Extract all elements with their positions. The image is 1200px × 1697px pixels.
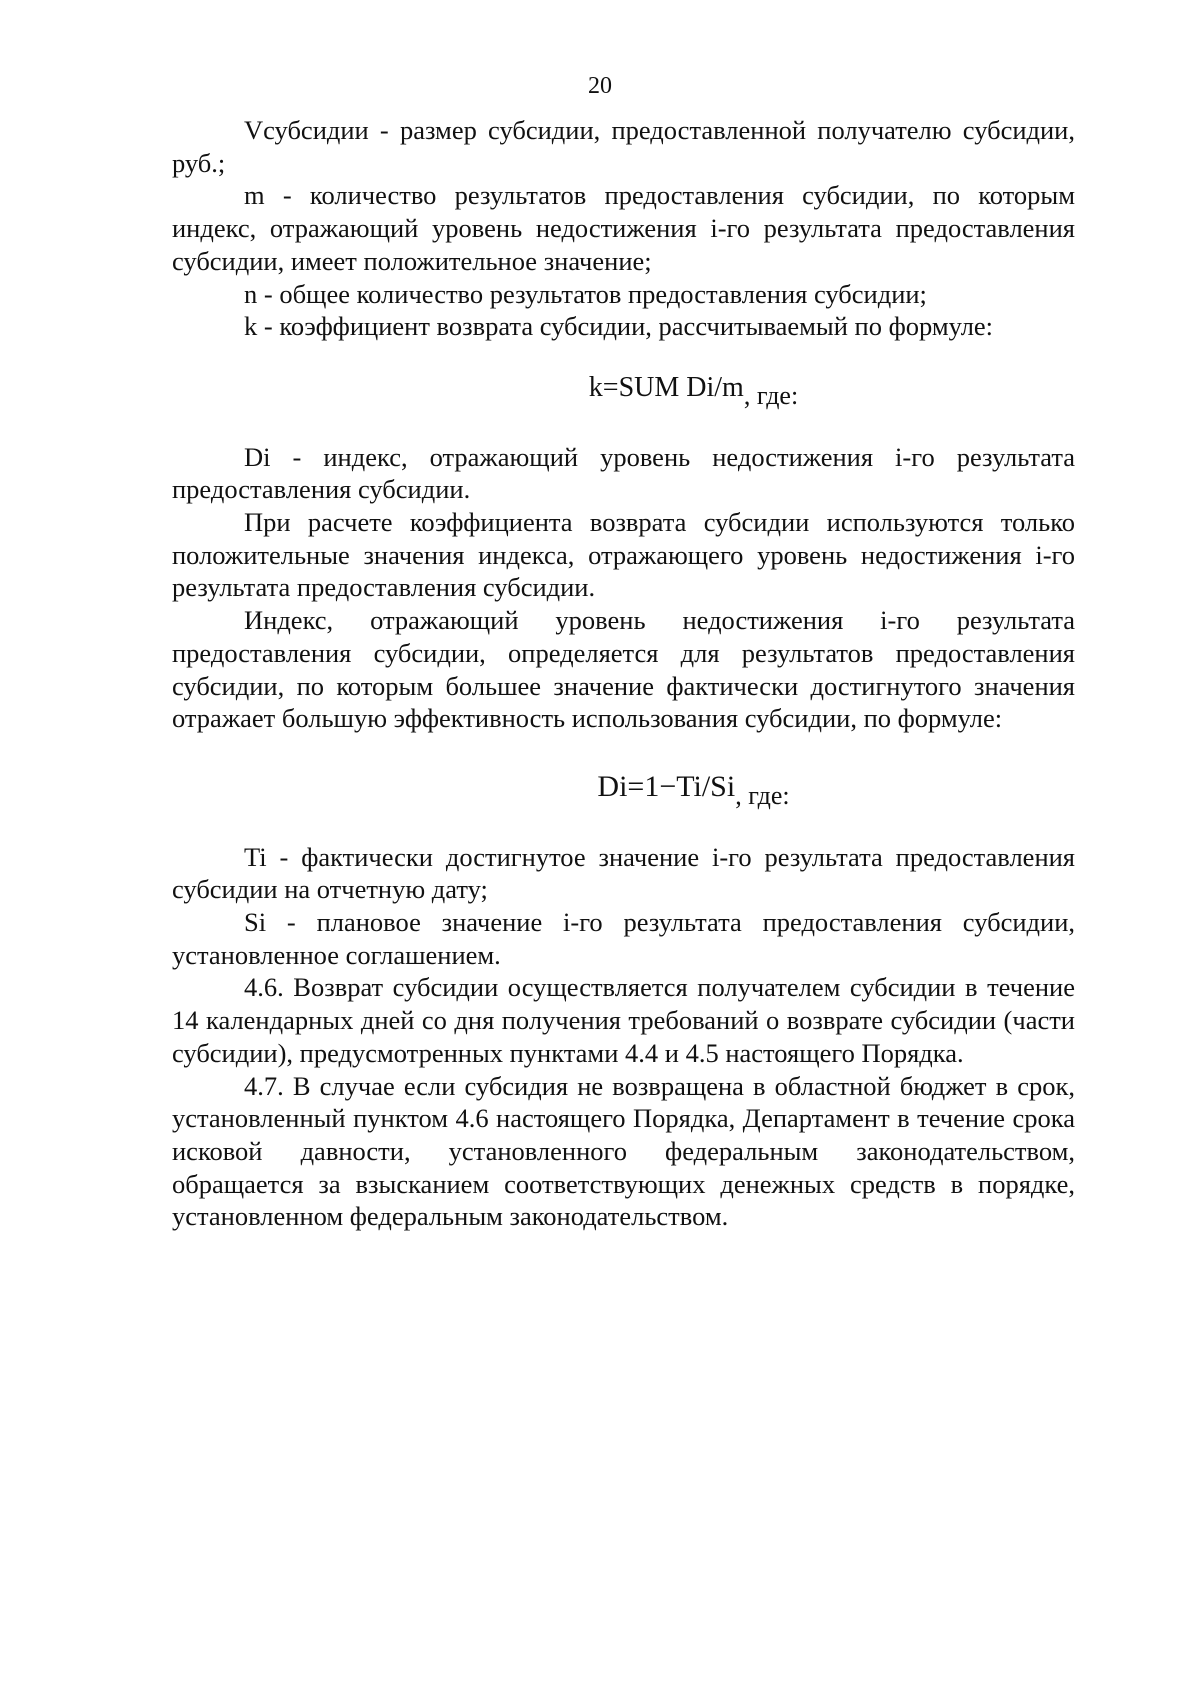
page-number: 20 — [588, 73, 612, 99]
formula-di — [172, 769, 1075, 810]
definition-m: m - количество результатов предоставления субсидии, по которым индекс, отражающий уровень недостижения i-го результата предоставления субсидии, имеет положительное значение; — [172, 180, 1075, 276]
formula-k-expression: k=SUM Di/m — [588, 371, 744, 403]
paragraph-positive-values: При расчете коэффициента возврата субсидии используются только положительные значения индекса, отражающего уровень недостижения i-го результата предоставления субсидии. — [172, 507, 1075, 603]
definition-n: n - общее количество результатов предоставления субсидии; — [244, 278, 927, 309]
formula-di-expression: Di=1−Ti/Si — [597, 769, 736, 803]
formula-di-tail: , где: — [735, 780, 790, 810]
formula-k — [172, 371, 1075, 410]
clause-4-7: 4.7. В случае если субсидия не возвращена в областной бюджет в срок, установленный пунктом 4.6 настоящего Порядка, Департамент в течение срока исковой давности, установленного федеральным законодательством, обращается за взысканием соответствующих денежных средств в порядке, установленном федеральным законодательством. — [172, 1070, 1075, 1232]
clause-4-6: 4.6. Возврат субсидии осуществляется получателем субсидии в течение 14 календарных дней со дня получения требований о возврате субсидии (части субсидии), предусмотренных пунктами 4.4 и 4.5 настоящего Порядка. — [172, 972, 1075, 1068]
document-body — [172, 114, 1075, 1233]
formula-k-tail: , где: — [743, 380, 799, 410]
definition-k: k - коэффициент возврата субсидии, рассчитываемый по формуле: — [244, 311, 994, 342]
paragraph-index-definition: Индекс, отражающий уровень недостижения i-го результата предоставления субсидии, определяется для результатов предоставления субсидии, по которым большее значение фактически достигнутого значения отражает большую эффективность использования субсидии, по формуле: — [172, 605, 1075, 734]
definition-si: Si - плановое значение i-го результата предоставления субсидии, установленное соглашением. — [172, 907, 1075, 970]
definition-ti: Ti - фактически достигнутое значение i-го результата предоставления субсидии на отчетную дату; — [172, 841, 1075, 905]
definition-v-subsidy: Vсубсидии - размер субсидии, предоставленной получателю субсидии, руб.; — [172, 115, 1075, 178]
definition-di: Di - индекс, отражающий уровень недостижения i-го результата предоставления субсидии. — [172, 441, 1075, 505]
